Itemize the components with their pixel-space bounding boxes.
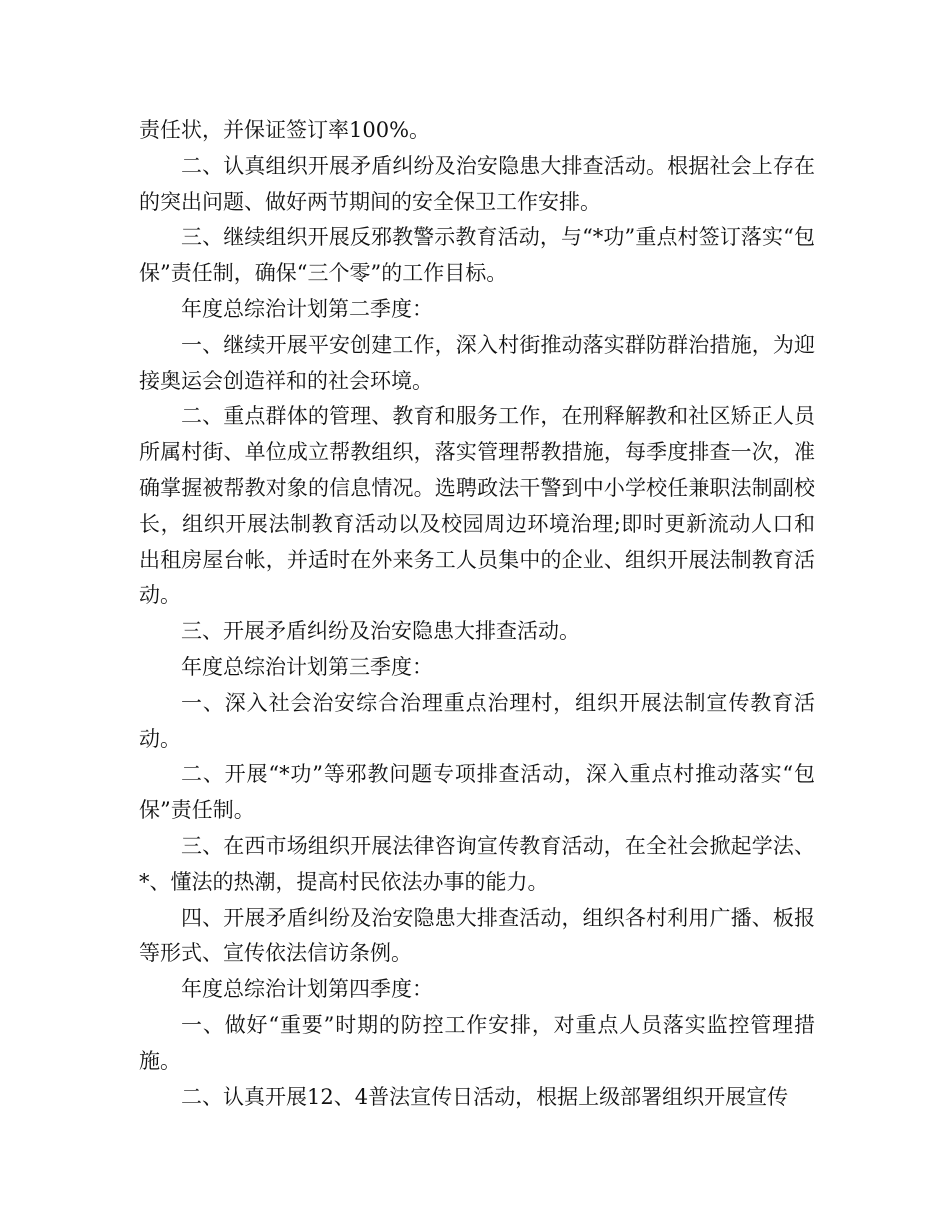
paragraph-6: 二、重点群体的管理、教育和服务工作，在刑释解教和社区矫正人员所属村街、单位成立帮教组织，落实管理帮教措施，每季度排查一次，准确掌握被帮教对象的信息情况。选聘政法干警到中小学校任兼职法制副校长，组织开展法制教育活动以及校园周边环境治理;即时更新流动人口和出租房屋台帐，并适时在外来务工人员集中的企业、组织开展法制教育活动。 (139, 404, 815, 608)
paragraph-5: 一、继续开展平安创建工作，深入村街推动落实群防群治措施，为迎接奥运会创造祥和的社会环境。 (139, 332, 815, 393)
paragraph-14: 一、做好“重要”时期的防控工作安排，对重点人员落实监控管理措施。 (139, 1012, 815, 1073)
paragraph-10: 二、开展“*功”等邪教问题专项排查活动，深入重点村推动落实“包保”责任制。 (139, 762, 815, 823)
section-heading-q3: 年度总综治计划第三季度： (181, 654, 433, 679)
paragraph-2: 二、认真组织开展矛盾纠纷及治安隐患大排查活动。根据社会上存在的突出问题、做好两节期间的安全保卫工作安排。 (139, 153, 815, 214)
paragraph-11: 三、在西市场组织开展法律咨询宣传教育活动，在全社会掀起学法、*、懂法的热潮，提高村民依法办事的能力。 (139, 833, 815, 894)
paragraph-12: 四、开展矛盾纠纷及治安隐患大排查活动，组织各村利用广播、板报等形式、宣传依法信访条例。 (139, 905, 815, 966)
paragraph-1: 责任状，并保证签订率100%。 (139, 118, 431, 142)
paragraph-3: 三、继续组织开展反邪教警示教育活动，与“*功”重点村签订落实“包保”责任制，确保“三个零”的工作目标。 (139, 225, 815, 286)
paragraph-7: 三、开展矛盾纠纷及治安隐患大排查活动。 (181, 619, 580, 644)
paragraph-15: 二、认真开展12、4普法宣传日活动，根据上级部署组织开展宣传 (181, 1084, 789, 1109)
document-page (139, 113, 815, 1115)
section-heading-q2: 年度总综治计划第二季度： (181, 296, 433, 321)
paragraph-9: 一、深入社会治安综合治理重点治理村，组织开展法制宣传教育活动。 (139, 690, 815, 751)
section-heading-q4: 年度总综治计划第四季度： (181, 977, 433, 1002)
